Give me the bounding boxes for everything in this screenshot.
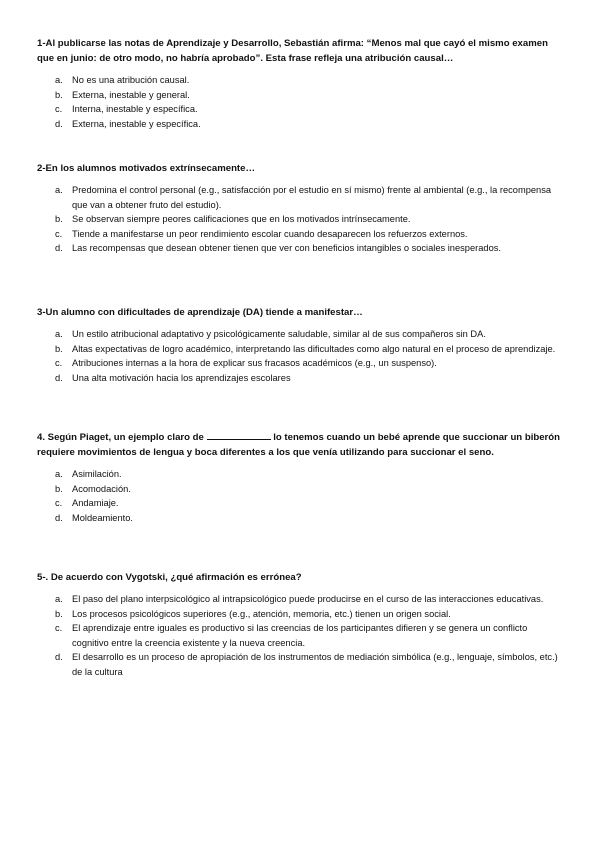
option-2a <box>37 183 565 212</box>
option-text: Acomodación. <box>72 483 131 494</box>
option-letter: d. <box>55 652 63 663</box>
option-1a <box>37 73 565 88</box>
option-4a <box>37 467 565 482</box>
option-letter: a. <box>55 75 63 85</box>
question-1 <box>37 36 565 131</box>
question-5-options <box>37 592 565 680</box>
option-letter: d. <box>55 243 63 254</box>
option-3d <box>37 371 565 386</box>
option-text: Andamiaje. <box>72 498 119 509</box>
question-4 <box>37 430 565 525</box>
option-letter: d. <box>55 512 63 523</box>
question-4-text-before: 4. Según Piaget, un ejemplo claro de <box>37 432 204 443</box>
option-5c <box>37 621 565 650</box>
option-5a <box>37 592 565 607</box>
option-text: Asimilación. <box>72 469 122 479</box>
question-5 <box>37 570 565 680</box>
question-4-text-after: lo tenemos cuando un bebé aprende que succionar un biberón requiere movimientos de lengua y boca diferentes a los que venía utilizando para succionar el seno. <box>37 432 561 458</box>
option-3b <box>37 342 565 357</box>
option-letter: c. <box>55 104 63 115</box>
option-4b <box>37 482 565 497</box>
option-letter: b. <box>55 89 63 100</box>
option-text: El aprendizaje entre iguales es productivo si las creencias de los participantes difieren y se genera un conflicto cognitivo entre la creencia existente y la nueva creencia. <box>72 623 528 648</box>
option-1b <box>37 88 565 103</box>
option-5b <box>37 607 565 622</box>
option-text: El paso del plano interpsicológico al intrapsicológico puede producirse en el curso de las interacciones educativas. <box>72 594 544 604</box>
option-letter: b. <box>55 608 63 619</box>
option-text: Interna, inestable y específica. <box>72 104 198 115</box>
question-1-options <box>37 73 565 131</box>
question-2-text: 2-En los alumnos motivados extrínsecamente… <box>37 163 256 174</box>
option-text: Los procesos psicológicos superiores (e.g., atención, memoria, etc.) tienen un origen social. <box>72 608 451 619</box>
option-text: Moldeamiento. <box>72 512 133 523</box>
question-1-text: 1-Al publicarse las notas de Aprendizaje y Desarrollo, Sebastián afirma: “Menos mal que cayó el mismo examen que en junio: de otro modo, no habría aprobado”. Esta frase refleja una atribución causal… <box>37 38 548 64</box>
option-letter: a. <box>55 185 63 195</box>
option-text: Un estilo atribucional adaptativo y psicológicamente saludable, similar al de sus compañeros sin DA. <box>72 329 486 339</box>
option-text: Predomina el control personal (e.g., satisfacción por el estudio en sí mismo) frente al ambiental (e.g., la recompensa que van a obtener fruto del estudio). <box>72 185 552 210</box>
fill-in-blank <box>207 430 271 440</box>
question-3-text: 3-Un alumno con dificultades de aprendizaje (DA) tiende a manifestar… <box>37 307 363 318</box>
question-2 <box>37 161 565 256</box>
option-2b <box>37 212 565 227</box>
option-letter: c. <box>55 623 63 634</box>
question-2-options <box>37 183 565 256</box>
option-letter: b. <box>55 214 63 225</box>
option-2c <box>37 227 565 242</box>
option-text: Externa, inestable y específica. <box>72 118 201 129</box>
option-1d <box>37 117 565 132</box>
question-4-text <box>37 430 565 460</box>
option-text: No es una atribución causal. <box>72 75 190 85</box>
option-letter: d. <box>55 118 63 129</box>
option-text: Las recompensas que desean obtener tienen que ver con beneficios intangibles o sociales inesperados. <box>72 243 501 254</box>
option-letter: c. <box>55 228 63 239</box>
option-text: Tiende a manifestarse un peor rendimiento escolar cuando desaparecen los refuerzos externos. <box>72 228 468 239</box>
option-text: El desarrollo es un proceso de apropiación de los instrumentos de mediación simbólica (e.g., lenguaje, símbolos, etc.) de la cultura <box>72 652 558 677</box>
option-text: Atribuciones internas a la hora de explicar sus fracasos académicos (e.g., un suspenso). <box>72 358 437 369</box>
option-4d <box>37 511 565 526</box>
option-letter: d. <box>55 372 63 383</box>
question-3-options <box>37 327 565 385</box>
option-text: Se observan siempre peores calificaciones que en los motivados intrínsecamente. <box>72 214 411 225</box>
option-letter: c. <box>55 498 63 509</box>
option-letter: c. <box>55 358 63 369</box>
option-text: Altas expectativas de logro académico, interpretando las dificultades como algo natural en el proceso de aprendizaje. <box>72 343 556 354</box>
option-4c <box>37 496 565 511</box>
option-letter: b. <box>55 483 63 494</box>
question-4-options <box>37 467 565 525</box>
question-5-text: 5-. De acuerdo con Vygotski, ¿qué afirmación es errónea? <box>37 572 302 583</box>
option-3c <box>37 356 565 371</box>
option-letter: a. <box>55 594 63 604</box>
option-5d <box>37 650 565 679</box>
option-letter: a. <box>55 469 63 479</box>
option-3a <box>37 327 565 342</box>
option-1c <box>37 102 565 117</box>
option-letter: b. <box>55 343 63 354</box>
option-2d <box>37 241 565 256</box>
option-text: Externa, inestable y general. <box>72 89 190 100</box>
question-3 <box>37 305 565 385</box>
option-text: Una alta motivación hacia los aprendizajes escolares <box>72 372 291 383</box>
option-letter: a. <box>55 329 63 339</box>
